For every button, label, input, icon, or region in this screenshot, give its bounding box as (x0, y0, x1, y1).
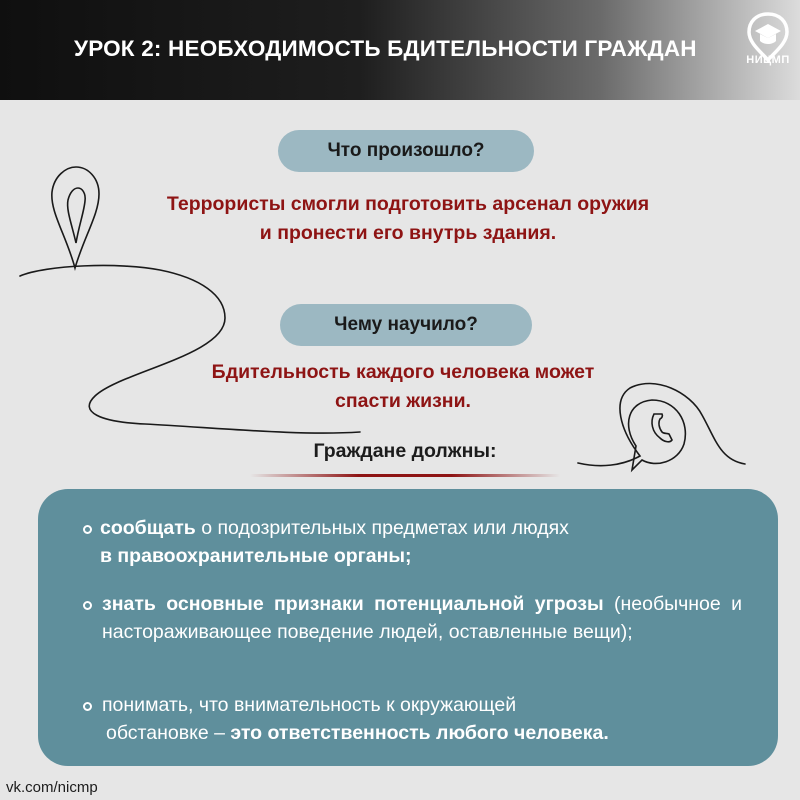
duty-understand-bold: это ответственность любого человека. (230, 722, 609, 744)
footer-link[interactable]: vk.com/nicmp (6, 779, 98, 796)
duty-report-text: о подозрительных предметах или людях (195, 517, 569, 539)
map-pin-icon (52, 167, 99, 268)
duty-item-report (100, 514, 740, 570)
answer-what-happened-line1: Террористы смогли подготовить арсенал оружия (166, 193, 650, 215)
duty-know-text: (необычное и настораживающее поведение людей, оставленные вещи); (102, 593, 742, 643)
duty-understand-text2: обстановке – (106, 722, 231, 744)
bullet-icon (83, 702, 92, 711)
answer-lesson (120, 358, 686, 416)
duty-report-bold: сообщать (100, 517, 196, 539)
question-what-happened-pill (278, 130, 534, 172)
bullet-icon (83, 601, 92, 610)
bullet-icon (83, 525, 92, 534)
answer-lesson-line2: спасти жизни. (335, 390, 471, 412)
duty-item-know (102, 590, 742, 646)
logo-text: НИЦМП (746, 54, 790, 66)
duty-item-understand (102, 691, 742, 747)
answer-lesson-line1: Бдительность каждого человека может (211, 361, 595, 383)
question-what-happened-label: Что произошло? (327, 140, 485, 161)
answer-what-happened (100, 190, 716, 248)
duty-know-bold: знать основные признаки потенциальной угрозы (102, 593, 604, 615)
question-lesson-pill (280, 304, 532, 346)
duty-report-bold2: в правоохранительные органы; (100, 545, 412, 567)
answer-what-happened-line2: и пронести его внутрь здания. (259, 222, 557, 244)
heading-underline (250, 474, 560, 477)
citizens-heading: Граждане должны: (313, 440, 497, 462)
question-lesson-label: Чему научило? (334, 314, 478, 335)
duty-understand-line1: понимать, что внимательность к окружающей (102, 694, 517, 716)
page-title: УРОК 2: НЕОБХОДИМОСТЬ БДИТЕЛЬНОСТИ ГРАЖДАН (74, 36, 697, 61)
